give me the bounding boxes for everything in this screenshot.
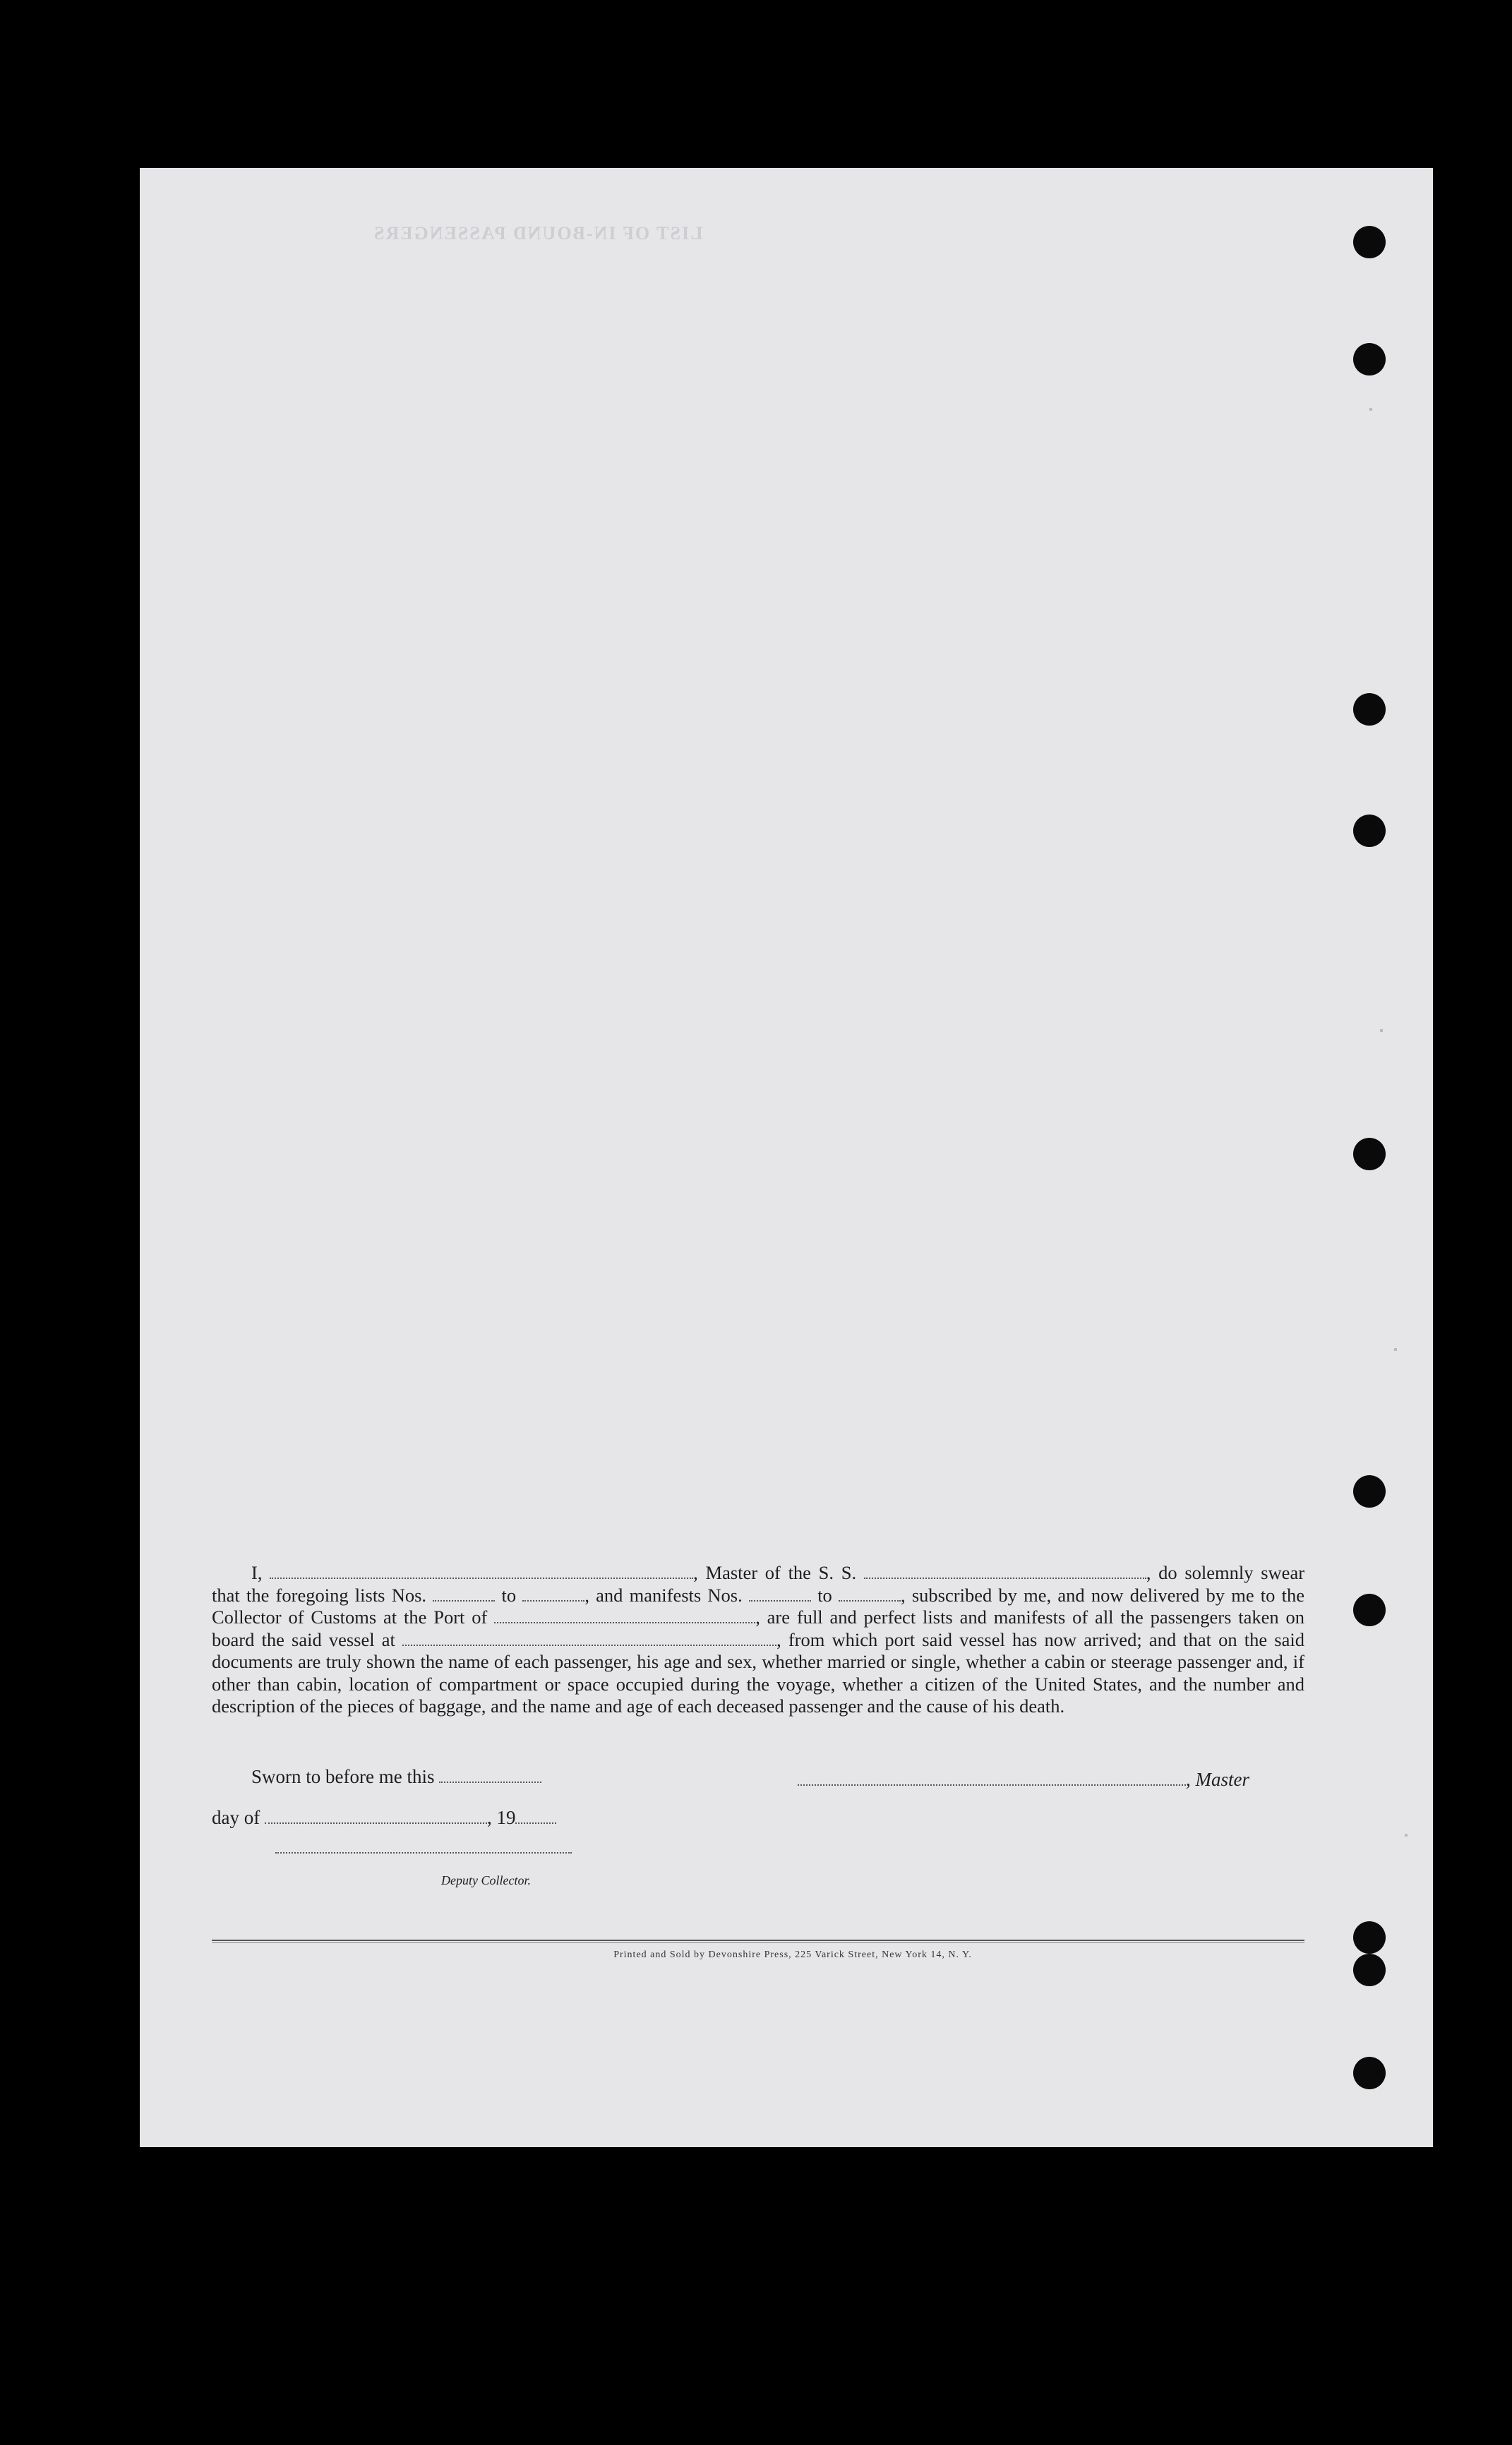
dust-speck <box>1405 1834 1408 1837</box>
sworn-day-blank <box>439 1766 541 1783</box>
master-name-blank <box>270 1562 693 1579</box>
oath-rest: port said vessel has now arrived; and that on the said documents are truly shown the name of each passenger, his age and sex, whether married or single, whether a cabin or steerage passenger and, if other than cabin, location of compartment or space occupied during the voyage, whether a citizen of the United States, and the number and description of the pieces of baggage, and the name and age of each deceased passenger and the cause of his death. <box>212 1628 1304 1717</box>
punch-hole <box>1353 693 1386 726</box>
oath-line3: delivered by me to the Collector of Customs at the Port of <box>212 1584 1304 1628</box>
punch-hole <box>1353 1475 1386 1508</box>
manifest-to-blank <box>839 1585 901 1602</box>
printer-imprint: Printed and Sold by Devonshire Press, 225 Varick Street, New York 14, N. Y. <box>613 1950 972 1960</box>
punch-hole <box>1353 1921 1386 1954</box>
punch-hole <box>1353 343 1386 376</box>
master-label: , Master <box>1186 1769 1249 1790</box>
port-blank <box>494 1606 755 1623</box>
ship-name-blank <box>864 1562 1146 1579</box>
oath-to-2: to <box>817 1584 832 1606</box>
oath-and-manifests: , and manifests Nos. <box>584 1584 743 1606</box>
year-prefix: , 19 <box>486 1807 516 1828</box>
sworn-label: Sworn to before me this <box>251 1766 435 1787</box>
footer-rule-thin <box>212 1942 1304 1943</box>
manifest-from-blank <box>749 1585 811 1602</box>
month-blank <box>265 1807 487 1824</box>
dust-speck <box>1369 408 1372 411</box>
footer-rule <box>212 1940 1304 1941</box>
oath-from-which: , from which <box>776 1628 878 1650</box>
deputy-signature-blank <box>275 1837 572 1854</box>
embarkation-port-blank <box>402 1629 776 1646</box>
oath-subscribed: , subscribed by me, and now <box>901 1584 1124 1606</box>
dust-speck <box>1394 1348 1397 1351</box>
year-blank <box>515 1807 556 1824</box>
oath-do-solemnly: , do solemnly <box>1146 1562 1254 1583</box>
list-from-blank <box>433 1585 495 1602</box>
oath-line2: swear that the foregoing lists Nos. <box>212 1562 1305 1606</box>
oath-line4: manifests of all the passengers taken on board the said vessel at <box>212 1606 1305 1650</box>
punch-hole <box>1353 1594 1386 1626</box>
master-oath-paragraph <box>212 1562 1304 1718</box>
punch-hole <box>1353 2057 1386 2089</box>
punch-hole <box>1353 226 1386 258</box>
list-to-blank <box>522 1585 584 1602</box>
day-of-label: day of <box>212 1807 260 1828</box>
dust-speck <box>1380 1029 1383 1032</box>
oath-master-of-ss: , Master of the S. S. <box>693 1562 857 1583</box>
oath-to-1: to <box>501 1584 517 1606</box>
oath-i: I, <box>251 1562 263 1583</box>
master-signature-blank <box>798 1769 1186 1786</box>
punch-hole <box>1353 815 1386 847</box>
punch-hole <box>1353 1954 1386 1986</box>
punch-hole <box>1353 1138 1386 1170</box>
oath-are-full: , are full and perfect lists and <box>755 1606 987 1628</box>
document-page <box>140 168 1433 2147</box>
bleed-through-heading: LIST OF IN-BOUND PASSENGERS <box>373 223 703 244</box>
deputy-collector-label: Deputy Collector. <box>441 1873 531 1887</box>
